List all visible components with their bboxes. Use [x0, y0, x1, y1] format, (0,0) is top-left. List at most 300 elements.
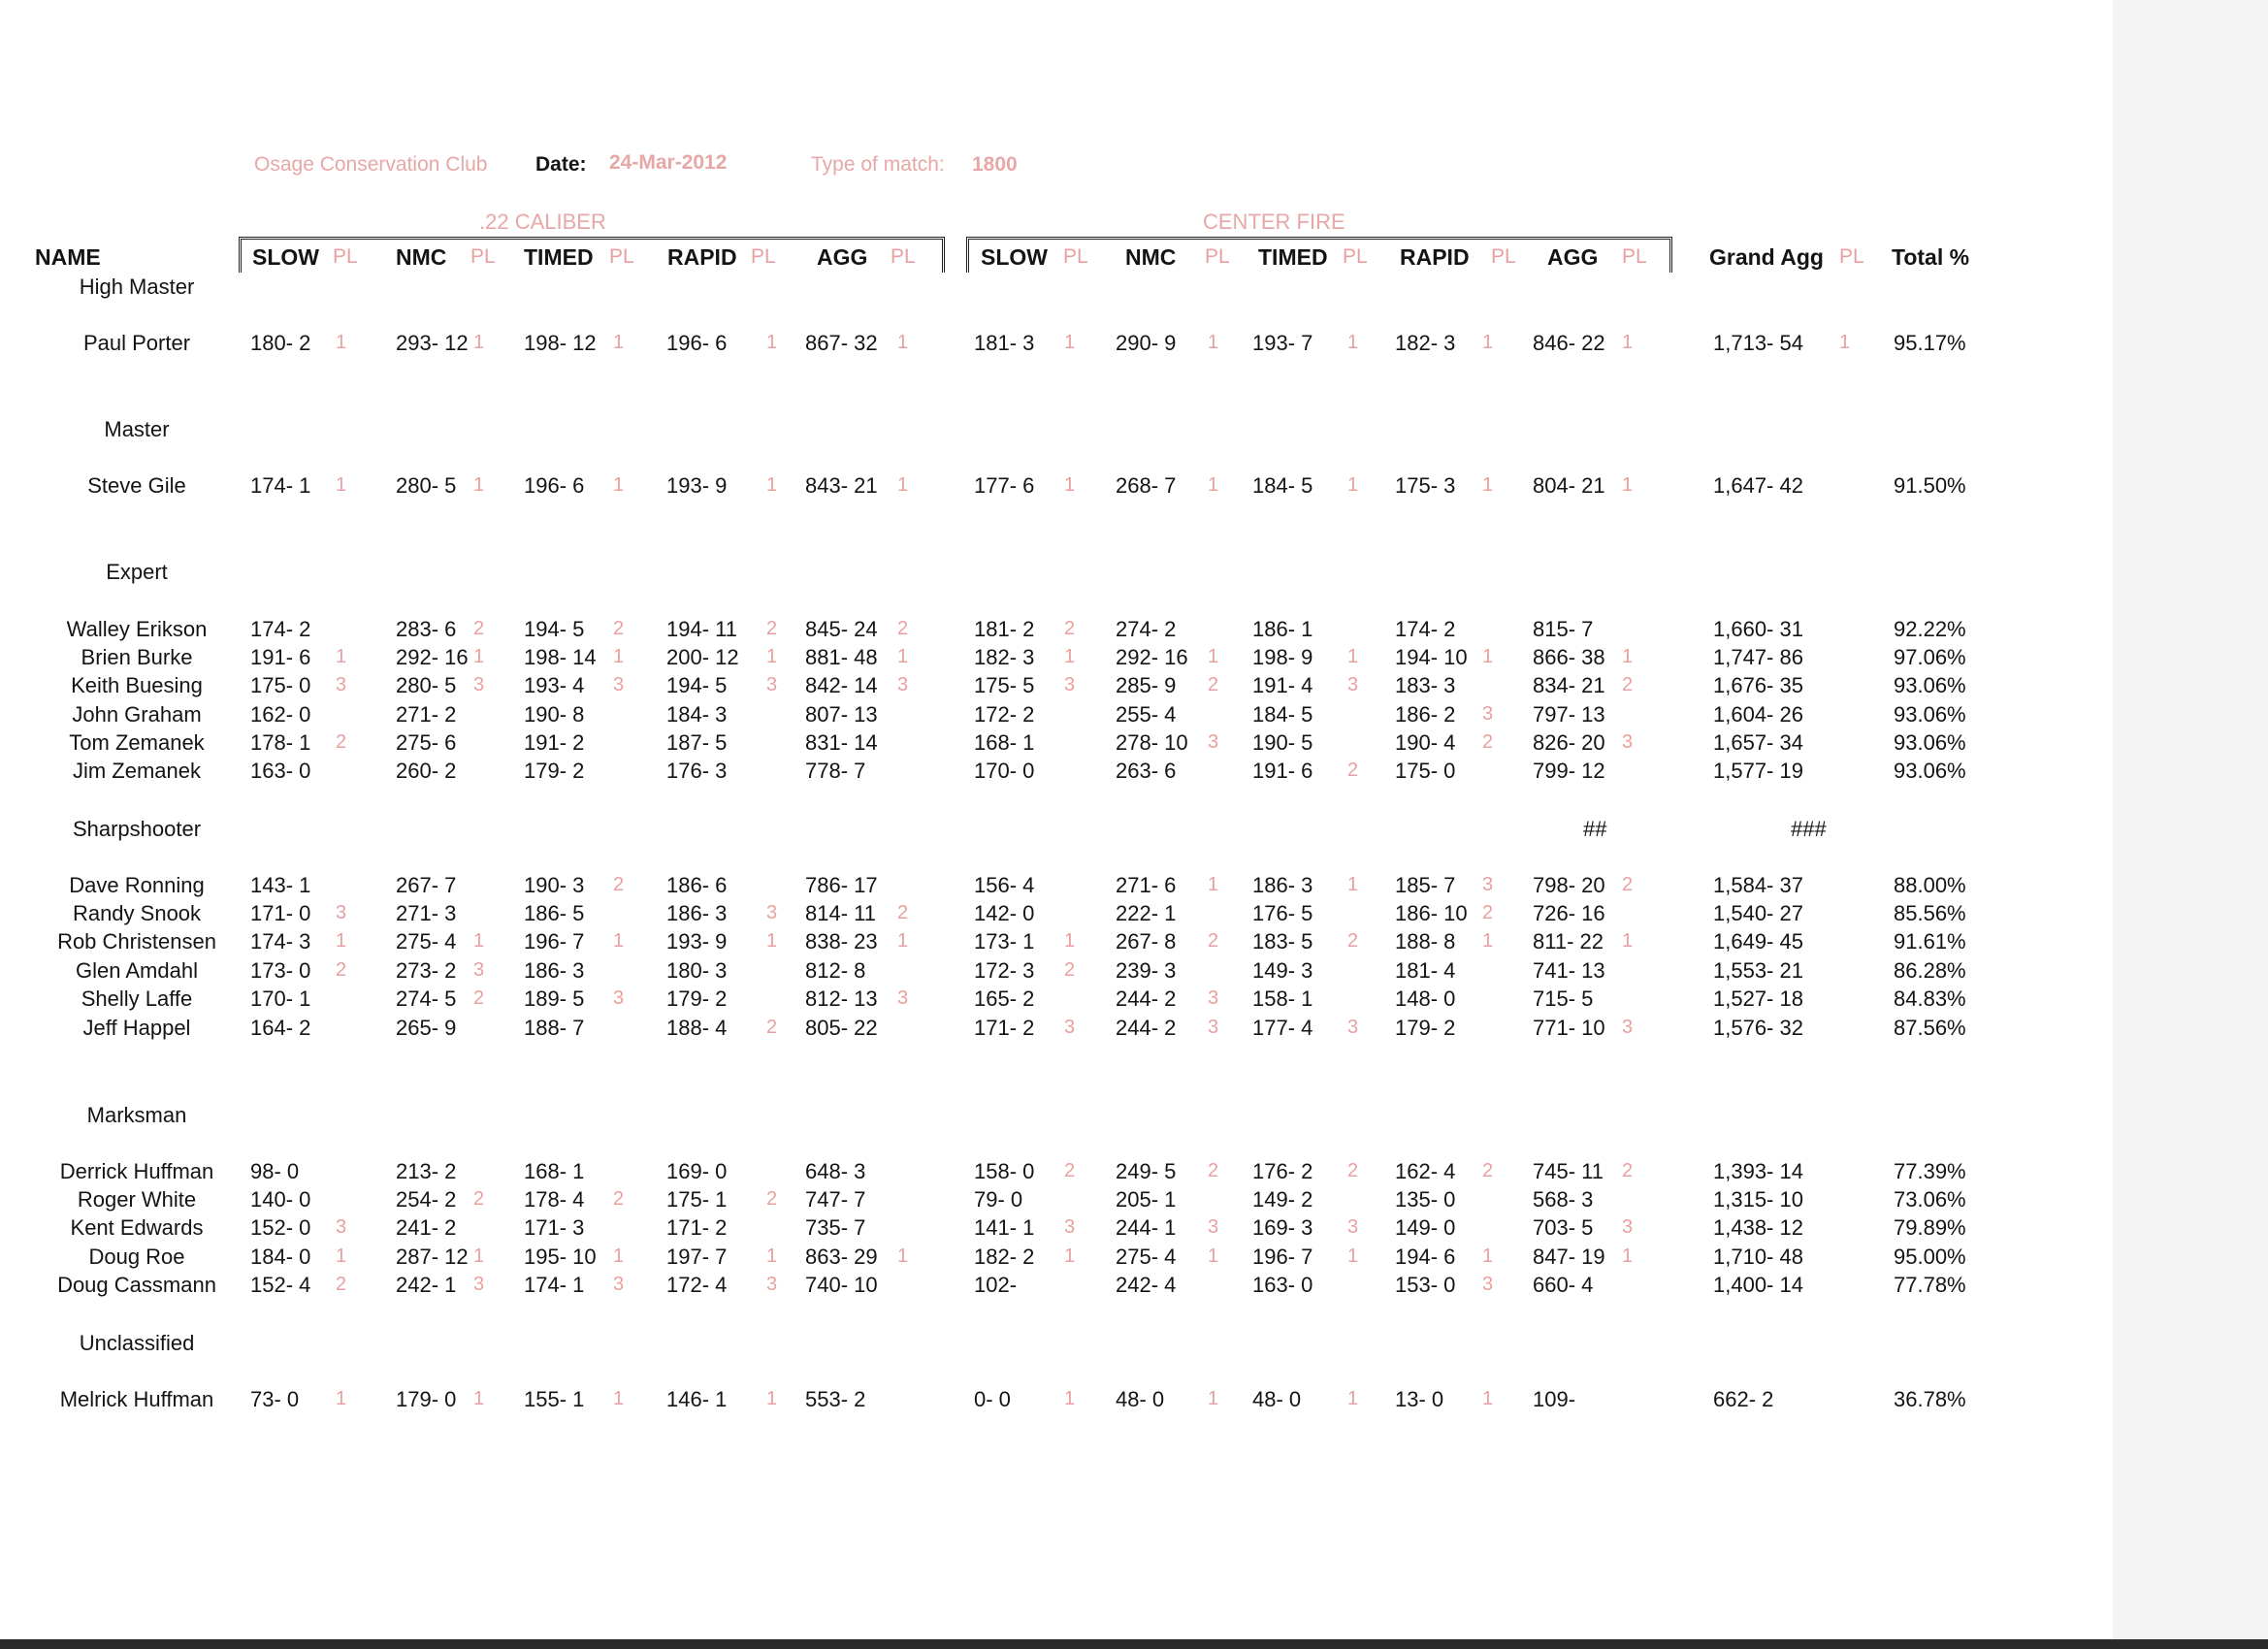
score-cell: 842- 14 — [805, 673, 878, 697]
grand-agg-cell: 1,584- 37 — [1713, 873, 1803, 897]
category-heading: High Master — [79, 275, 195, 299]
grand-agg-cell: 1,393- 14 — [1713, 1159, 1803, 1183]
col-centerfire-timed-pl: PL — [1343, 245, 1368, 268]
score-cell: 239- 3 — [1116, 958, 1177, 983]
category-heading: Unclassified — [79, 1331, 195, 1355]
total-percent-cell: 36.78% — [1894, 1387, 1966, 1411]
score-cell: 109- — [1533, 1387, 1576, 1411]
total-percent-cell: 93.06% — [1894, 702, 1966, 727]
grand-agg-cell: 1,676- 35 — [1713, 673, 1803, 697]
score-cell: 153- 0 — [1395, 1273, 1456, 1297]
grand-agg-cell: 1,747- 86 — [1713, 645, 1803, 669]
place-mark: 1 — [336, 474, 347, 496]
shooter-name: Glen Amdahl — [76, 958, 198, 983]
score-cell: 290- 9 — [1116, 331, 1177, 355]
place-mark: 3 — [766, 1274, 778, 1295]
place-mark: 1 — [1064, 930, 1076, 952]
score-cell: 191- 6 — [250, 645, 311, 669]
score-cell: 140- 0 — [250, 1187, 311, 1212]
place-mark: 1 — [1482, 1388, 1494, 1409]
score-cell: 812- 13 — [805, 986, 878, 1011]
place-mark: 2 — [336, 731, 347, 753]
score-cell: 242- 1 — [396, 1273, 457, 1297]
shooter-name: Rob Christensen — [57, 929, 216, 954]
place-mark: 1 — [1347, 332, 1359, 353]
place-mark: 2 — [1622, 874, 1634, 895]
score-cell: 280- 5 — [396, 473, 457, 498]
overflow-mark: ### — [1791, 817, 1827, 841]
score-cell: 146- 1 — [666, 1387, 728, 1411]
score-cell: 179- 2 — [666, 986, 728, 1011]
place-mark: 2 — [1208, 930, 1219, 952]
score-cell: 48- 0 — [1252, 1387, 1302, 1411]
score-cell: 186- 6 — [666, 873, 728, 897]
score-cell: 200- 12 — [666, 645, 739, 669]
score-cell: 13- 0 — [1395, 1387, 1444, 1411]
group-22-caliber: .22 CALIBER — [479, 210, 606, 234]
place-mark: 3 — [1482, 703, 1494, 725]
score-cell: 190- 5 — [1252, 730, 1313, 755]
score-cell: 747- 7 — [805, 1187, 866, 1212]
score-cell: 838- 23 — [805, 929, 878, 954]
score-cell: 292- 16 — [396, 645, 469, 669]
shooter-name: Keith Buesing — [71, 673, 203, 697]
score-cell: 177- 4 — [1252, 1016, 1313, 1040]
col-total-percent: Total % — [1892, 244, 1970, 270]
score-cell: 867- 32 — [805, 331, 878, 355]
score-cell: 271- 6 — [1116, 873, 1177, 897]
shooter-name: Tom Zemanek — [69, 730, 205, 755]
place-mark: 3 — [1622, 1216, 1634, 1238]
score-cell: 168- 1 — [974, 730, 1035, 755]
score-cell: 194- 6 — [1395, 1245, 1456, 1269]
score-cell: 196- 7 — [1252, 1245, 1313, 1269]
score-cell: 174- 2 — [1395, 617, 1456, 641]
col-caliber22-agg-pl: PL — [891, 245, 916, 268]
score-cell: 278- 10 — [1116, 730, 1188, 755]
match-type-label: Type of match: — [811, 153, 945, 176]
grand-agg-cell: 1,400- 14 — [1713, 1273, 1803, 1297]
shooter-name: Doug Cassmann — [57, 1273, 216, 1297]
total-percent-cell: 77.39% — [1894, 1159, 1966, 1183]
shooter-name: Steve Gile — [87, 473, 186, 498]
place-mark: 1 — [766, 332, 778, 353]
total-percent-cell: 93.06% — [1894, 759, 1966, 783]
score-cell: 155- 1 — [524, 1387, 585, 1411]
score-cell: 845- 24 — [805, 617, 878, 641]
place-mark: 3 — [1347, 1216, 1359, 1238]
place-mark: 2 — [336, 959, 347, 981]
col-caliber22-slow-pl: PL — [333, 245, 358, 268]
score-cell: 143- 1 — [250, 873, 311, 897]
total-percent-cell: 95.00% — [1894, 1245, 1966, 1269]
place-mark: 1 — [1347, 874, 1359, 895]
score-cell: 184- 0 — [250, 1245, 311, 1269]
score-cell: 156- 4 — [974, 873, 1035, 897]
score-cell: 188- 4 — [666, 1016, 728, 1040]
category-heading: Master — [104, 417, 170, 441]
score-cell: 186- 3 — [524, 958, 585, 983]
place-mark: 3 — [1208, 987, 1219, 1009]
total-percent-cell: 95.17% — [1894, 331, 1966, 355]
place-mark: 2 — [897, 618, 909, 639]
place-mark: 1 — [1482, 646, 1494, 667]
score-cell: 196- 6 — [666, 331, 728, 355]
place-mark: 2 — [473, 1188, 485, 1210]
place-mark: 1 — [613, 646, 625, 667]
place-mark: 3 — [1064, 1216, 1076, 1238]
grand-agg-cell: 1,710- 48 — [1713, 1245, 1803, 1269]
score-cell: 797- 13 — [1533, 702, 1605, 727]
score-cell: 180- 3 — [666, 958, 728, 983]
place-mark: 1 — [336, 646, 347, 667]
total-percent-cell: 84.83% — [1894, 986, 1966, 1011]
score-cell: 98- 0 — [250, 1159, 300, 1183]
place-mark: 1 — [1208, 646, 1219, 667]
place-mark: 3 — [613, 987, 625, 1009]
score-cell: 745- 11 — [1533, 1159, 1604, 1183]
score-cell: 171- 2 — [974, 1016, 1035, 1040]
place-mark: 3 — [766, 674, 778, 695]
score-cell: 274- 5 — [396, 986, 457, 1011]
score-cell: 811- 22 — [1533, 929, 1604, 954]
score-cell: 190- 3 — [524, 873, 585, 897]
place-mark: 3 — [1347, 674, 1359, 695]
place-mark: 1 — [1622, 930, 1634, 952]
place-mark: 3 — [473, 959, 485, 981]
score-cell: 268- 7 — [1116, 473, 1177, 498]
category-heading: Sharpshooter — [72, 817, 202, 841]
place-mark: 1 — [766, 930, 778, 952]
place-mark: 2 — [1064, 1160, 1076, 1181]
score-cell: 648- 3 — [805, 1159, 866, 1183]
score-cell: 292- 16 — [1116, 645, 1188, 669]
score-cell: 169- 3 — [1252, 1215, 1313, 1240]
score-cell: 174- 2 — [250, 617, 311, 641]
score-cell: 798- 20 — [1533, 873, 1605, 897]
score-cell: 102- — [974, 1273, 1018, 1297]
score-cell: 187- 5 — [666, 730, 728, 755]
place-mark: 1 — [1622, 646, 1634, 667]
col-centerfire-rapid: RAPID — [1400, 244, 1470, 270]
score-cell: 213- 2 — [396, 1159, 457, 1183]
shooter-name: Dave Ronning — [69, 873, 205, 897]
place-mark: 1 — [1482, 332, 1494, 353]
place-mark: 1 — [613, 1245, 625, 1267]
score-cell: 241- 2 — [396, 1215, 457, 1240]
score-cell: 186- 5 — [524, 901, 585, 925]
score-cell: 715- 5 — [1533, 986, 1594, 1011]
score-cell: 198- 9 — [1252, 645, 1313, 669]
total-percent-cell: 91.61% — [1894, 929, 1966, 954]
place-mark: 1 — [1208, 332, 1219, 353]
score-cell: 190- 4 — [1395, 730, 1456, 755]
place-mark: 1 — [1482, 930, 1494, 952]
score-cell: 182- 3 — [1395, 331, 1456, 355]
place-mark: 2 — [1347, 1160, 1359, 1181]
total-percent-cell: 77.78% — [1894, 1273, 1966, 1297]
place-mark: 3 — [766, 902, 778, 923]
place-mark: 2 — [613, 874, 625, 895]
total-percent-cell: 97.06% — [1894, 645, 1966, 669]
score-cell: 799- 12 — [1533, 759, 1605, 783]
grand-agg-cell: 1,660- 31 — [1713, 617, 1803, 641]
grand-agg-cell: 1,553- 21 — [1713, 958, 1803, 983]
place-mark: 1 — [473, 930, 485, 952]
score-cell: 191- 4 — [1252, 673, 1313, 697]
overflow-mark: ## — [1583, 817, 1607, 841]
place-mark: 1 — [766, 1245, 778, 1267]
place-mark: 3 — [473, 1274, 485, 1295]
score-cell: 79- 0 — [974, 1187, 1023, 1212]
score-cell: 703- 5 — [1533, 1215, 1594, 1240]
total-percent-cell: 86.28% — [1894, 958, 1966, 983]
score-cell: 175- 5 — [974, 673, 1035, 697]
place-mark: 2 — [766, 1188, 778, 1210]
col-caliber22-timed: TIMED — [524, 244, 594, 270]
place-mark: 2 — [1208, 674, 1219, 695]
place-mark: 1 — [1208, 1388, 1219, 1409]
total-percent-cell: 73.06% — [1894, 1187, 1966, 1212]
score-cell: 197- 7 — [666, 1245, 728, 1269]
score-cell: 293- 12 — [396, 331, 469, 355]
shooter-name: Kent Edwards — [70, 1215, 204, 1240]
shooter-name: Paul Porter — [82, 331, 191, 355]
total-percent-cell: 88.00% — [1894, 873, 1966, 897]
score-cell: 172- 4 — [666, 1273, 728, 1297]
col-caliber22-nmc-pl: PL — [470, 245, 496, 268]
score-cell: 881- 48 — [805, 645, 878, 669]
score-cell: 176- 3 — [666, 759, 728, 783]
place-mark: 3 — [1622, 1017, 1634, 1038]
place-mark: 1 — [897, 646, 909, 667]
place-mark: 1 — [766, 474, 778, 496]
score-cell: 194- 5 — [666, 673, 728, 697]
score-cell: 188- 8 — [1395, 929, 1456, 954]
place-mark: 3 — [336, 902, 347, 923]
place-mark: 2 — [473, 618, 485, 639]
place-mark: 1 — [1064, 646, 1076, 667]
score-cell: 162- 4 — [1395, 1159, 1456, 1183]
place-mark: 1 — [1347, 1388, 1359, 1409]
place-mark: 1 — [766, 1388, 778, 1409]
col-centerfire-rapid-pl: PL — [1491, 245, 1516, 268]
place-mark: 2 — [897, 902, 909, 923]
score-cell: 826- 20 — [1533, 730, 1605, 755]
place-mark: 2 — [1064, 618, 1076, 639]
place-mark: 1 — [1064, 1388, 1076, 1409]
place-mark: 1 — [897, 332, 909, 353]
score-cell: 735- 7 — [805, 1215, 866, 1240]
place-mark: 3 — [473, 674, 485, 695]
place-mark: 2 — [473, 987, 485, 1009]
grand-agg-cell: 1,577- 19 — [1713, 759, 1803, 783]
score-cell: 244- 2 — [1116, 986, 1177, 1011]
score-cell: 174- 3 — [250, 929, 311, 954]
score-cell: 172- 3 — [974, 958, 1035, 983]
score-cell: 242- 4 — [1116, 1273, 1177, 1297]
score-cell: 171- 3 — [524, 1215, 585, 1240]
score-cell: 171- 0 — [250, 901, 311, 925]
score-cell: 831- 14 — [805, 730, 878, 755]
score-cell: 834- 21 — [1533, 673, 1605, 697]
place-mark: 1 — [1622, 1245, 1634, 1267]
score-cell: 186- 3 — [1252, 873, 1313, 897]
place-mark: 1 — [473, 1388, 485, 1409]
score-cell: 271- 2 — [396, 702, 457, 727]
shooter-name: Roger White — [77, 1187, 197, 1212]
score-cell: 180- 2 — [250, 331, 311, 355]
score-cell: 179- 0 — [396, 1387, 457, 1411]
score-cell: 162- 0 — [250, 702, 311, 727]
col-caliber22-agg: AGG — [817, 244, 868, 270]
shooter-name: Jim Zemanek — [72, 759, 202, 783]
score-cell: 222- 1 — [1116, 901, 1177, 925]
score-cell: 164- 2 — [250, 1016, 311, 1040]
score-cell: 193- 9 — [666, 929, 728, 954]
score-cell: 194- 5 — [524, 617, 585, 641]
grand-agg-cell: 1,527- 18 — [1713, 986, 1803, 1011]
score-cell: 184- 5 — [1252, 473, 1313, 498]
shooter-name: Randy Snook — [72, 901, 202, 925]
place-mark: 1 — [1482, 474, 1494, 496]
grand-agg-cell: 1,647- 42 — [1713, 473, 1803, 498]
score-cell: 741- 13 — [1533, 958, 1605, 983]
score-cell: 263- 6 — [1116, 759, 1177, 783]
score-cell: 568- 3 — [1533, 1187, 1594, 1212]
score-cell: 163- 0 — [1252, 1273, 1313, 1297]
col-centerfire-agg-pl: PL — [1622, 245, 1647, 268]
place-mark: 3 — [1482, 874, 1494, 895]
score-cell: 142- 0 — [974, 901, 1035, 925]
score-cell: 191- 6 — [1252, 759, 1313, 783]
score-cell: 184- 5 — [1252, 702, 1313, 727]
score-cell: 283- 6 — [396, 617, 457, 641]
score-cell: 175- 1 — [666, 1187, 728, 1212]
total-percent-cell: 93.06% — [1894, 673, 1966, 697]
place-mark: 2 — [336, 1274, 347, 1295]
score-cell: 193- 7 — [1252, 331, 1313, 355]
score-cell: 198- 12 — [524, 331, 597, 355]
score-cell: 805- 22 — [805, 1016, 878, 1040]
score-cell: 171- 2 — [666, 1215, 728, 1240]
col-caliber22-nmc: NMC — [396, 244, 447, 270]
total-percent-cell: 91.50% — [1894, 473, 1966, 498]
place-mark: 1 — [473, 646, 485, 667]
category-heading: Marksman — [86, 1103, 187, 1127]
score-cell: 182- 3 — [974, 645, 1035, 669]
score-cell: 148- 0 — [1395, 986, 1456, 1011]
score-cell: 190- 8 — [524, 702, 585, 727]
score-cell: 183- 5 — [1252, 929, 1313, 954]
score-cell: 194- 11 — [666, 617, 737, 641]
score-cell: 280- 5 — [396, 673, 457, 697]
shooter-name: Brien Burke — [81, 645, 193, 669]
score-cell: 847- 19 — [1533, 1245, 1605, 1269]
group-center-fire: CENTER FIRE — [1203, 210, 1345, 234]
place-mark: 3 — [1347, 1017, 1359, 1038]
date-value: 24-Mar-2012 — [609, 151, 728, 174]
grand-agg-cell: 662- 2 — [1713, 1387, 1774, 1411]
shooter-name: Melrick Huffman — [59, 1387, 214, 1411]
score-cell: 275- 6 — [396, 730, 457, 755]
place-mark: 1 — [613, 332, 625, 353]
score-cell: 843- 21 — [805, 473, 878, 498]
place-mark: 1 — [336, 1245, 347, 1267]
score-cell: 141- 1 — [974, 1215, 1035, 1240]
place-mark: 1 — [613, 474, 625, 496]
col-caliber22-slow: SLOW — [252, 244, 319, 270]
score-cell: 196- 6 — [524, 473, 585, 498]
score-cell: 168- 1 — [524, 1159, 585, 1183]
place-mark: 3 — [613, 1274, 625, 1295]
col-centerfire-nmc-pl: PL — [1205, 245, 1230, 268]
place-mark: 1 — [473, 1245, 485, 1267]
score-cell: 815- 7 — [1533, 617, 1594, 641]
place-mark: 1 — [336, 930, 347, 952]
place-mark: 2 — [1208, 1160, 1219, 1181]
place-mark: 3 — [897, 987, 909, 1009]
grand-agg-cell: 1,713- 54 — [1713, 331, 1803, 355]
score-cell: 173- 0 — [250, 958, 311, 983]
place-mark: 2 — [766, 618, 778, 639]
place-mark: 3 — [1482, 1274, 1494, 1295]
place-mark: 1 — [473, 474, 485, 496]
score-cell: 48- 0 — [1116, 1387, 1165, 1411]
shooter-name: Shelly Laffe — [81, 986, 193, 1011]
score-cell: 186- 2 — [1395, 702, 1456, 727]
score-cell: 175- 0 — [250, 673, 311, 697]
grand-agg-cell: 1,657- 34 — [1713, 730, 1803, 755]
score-cell: 193- 4 — [524, 673, 585, 697]
score-cell: 181- 2 — [974, 617, 1035, 641]
col-grand-pl: PL — [1839, 245, 1864, 268]
place-mark: 2 — [613, 618, 625, 639]
place-mark: 3 — [1208, 731, 1219, 753]
score-cell: 186- 1 — [1252, 617, 1313, 641]
total-percent-cell: 79.89% — [1894, 1215, 1966, 1240]
score-cell: 186- 10 — [1395, 901, 1468, 925]
score-cell: 660- 4 — [1533, 1273, 1594, 1297]
score-cell: 273- 2 — [396, 958, 457, 983]
score-cell: 185- 7 — [1395, 873, 1456, 897]
score-cell: 260- 2 — [396, 759, 457, 783]
score-cell: 158- 0 — [974, 1159, 1035, 1183]
place-mark: 3 — [1064, 674, 1076, 695]
score-cell: 191- 2 — [524, 730, 585, 755]
col-caliber22-rapid-pl: PL — [751, 245, 776, 268]
col-grand-agg: Grand Agg — [1709, 244, 1824, 270]
place-mark: 3 — [1208, 1017, 1219, 1038]
score-cell: 254- 2 — [396, 1187, 457, 1212]
score-cell: 188- 7 — [524, 1016, 585, 1040]
score-cell: 814- 11 — [805, 901, 876, 925]
grand-place-mark: 1 — [1839, 332, 1851, 353]
col-centerfire-slow-pl: PL — [1063, 245, 1088, 268]
score-cell: 174- 1 — [524, 1273, 585, 1297]
shooter-name: Walley Erikson — [66, 617, 208, 641]
score-cell: 177- 6 — [974, 473, 1035, 498]
place-mark: 1 — [613, 1388, 625, 1409]
score-cell: 196- 7 — [524, 929, 585, 954]
place-mark: 3 — [336, 674, 347, 695]
place-mark: 1 — [1482, 1245, 1494, 1267]
score-cell: 181- 4 — [1395, 958, 1456, 983]
score-cell: 135- 0 — [1395, 1187, 1456, 1212]
place-mark: 1 — [897, 930, 909, 952]
place-mark: 1 — [1347, 474, 1359, 496]
score-cell: 149- 2 — [1252, 1187, 1313, 1212]
